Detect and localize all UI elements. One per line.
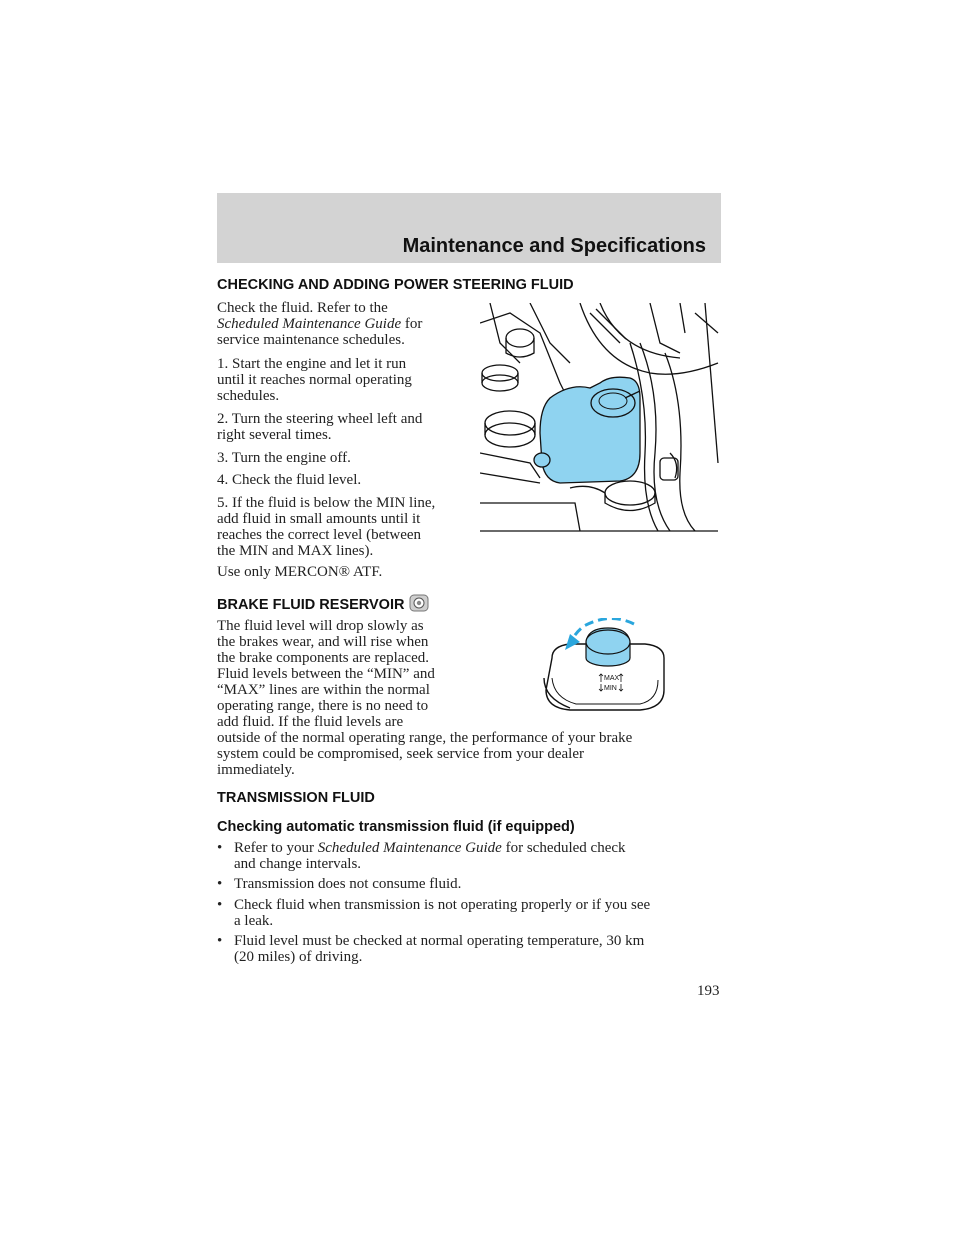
min-line-label: MIN <box>604 685 617 692</box>
list-item: • Check fluid when transmission is not operating properly or if you see a leak. <box>217 897 651 929</box>
max-line-label: MAX <box>604 675 620 682</box>
power-steering-intro: Check the fluid. Refer to the Scheduled Maintenance Guide for service maintenance schedules. <box>217 300 423 348</box>
power-steering-step-3: 3. Turn the engine off. <box>217 450 351 466</box>
page-number: 193 <box>697 983 720 999</box>
do-not-open-hot-icon <box>409 594 429 612</box>
power-steering-step-1: 1. Start the engine and let it run until it reaches normal operating schedules. <box>217 356 412 404</box>
transmission-subheading: Checking automatic transmission fluid (if equipped) <box>217 819 575 835</box>
power-steering-step-2: 2. Turn the steering wheel left and right several times. <box>217 411 423 443</box>
section-title: Maintenance and Specifications <box>402 235 706 257</box>
brake-reservoir-illustration <box>540 618 670 718</box>
brake-fluid-heading: BRAKE FLUID RESERVOIR <box>217 594 429 613</box>
section-header-band <box>217 193 721 263</box>
list-item: • Transmission does not consume fluid. <box>217 876 462 892</box>
power-steering-use-only: Use only MERCON® ATF. <box>217 564 383 580</box>
power-steering-step-5: 5. If the fluid is below the MIN line, add fluid in small amounts until it reaches the correct level (between the MIN and MAX lines). <box>217 495 436 559</box>
transmission-heading: TRANSMISSION FLUID <box>217 790 375 806</box>
power-steering-reservoir-illustration <box>480 303 720 533</box>
brake-fluid-paragraph: The fluid level will drop slowly as the brakes wear, and will rise when the brake components are replaced. Fluid levels between the “MIN” and “MAX” lines are within the normal operating range, there is no need to add fluid. If the fluid levels are outside of the normal operating range, the performance of your brake system could be compromised, seek service from your dealer immediately. <box>217 618 633 778</box>
list-item: • Fluid level must be checked at normal operating temperature, 30 km (20 miles) of driving. <box>217 933 645 965</box>
list-item: • Refer to your Scheduled Maintenance Guide for scheduled check and change intervals. <box>217 840 626 872</box>
power-steering-heading: CHECKING AND ADDING POWER STEERING FLUID <box>217 277 574 293</box>
power-steering-step-4: 4. Check the fluid level. <box>217 472 362 488</box>
